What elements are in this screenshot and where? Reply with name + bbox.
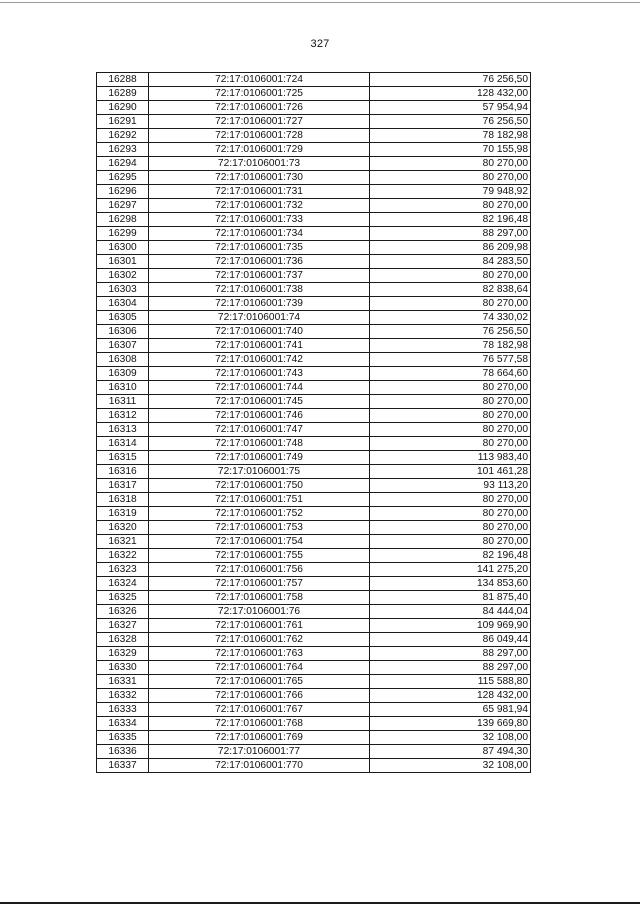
value-cell: 80 270,00 xyxy=(370,395,531,409)
row-number-cell: 16319 xyxy=(97,507,149,521)
table-row xyxy=(97,465,531,479)
cadastral-number-cell: 72:17:0106001:736 xyxy=(149,255,370,269)
table-row xyxy=(97,759,531,773)
cadastral-number-cell: 72:17:0106001:726 xyxy=(149,101,370,115)
row-number-cell: 16329 xyxy=(97,647,149,661)
row-number-cell: 16322 xyxy=(97,549,149,563)
row-number-cell: 16307 xyxy=(97,339,149,353)
value-cell: 134 853,60 xyxy=(370,577,531,591)
cadastral-number-cell: 72:17:0106001:738 xyxy=(149,283,370,297)
table-row xyxy=(97,521,531,535)
table-row xyxy=(97,199,531,213)
value-cell: 80 270,00 xyxy=(370,297,531,311)
table-row xyxy=(97,605,531,619)
value-cell: 70 155,98 xyxy=(370,143,531,157)
cadastral-number-cell: 72:17:0106001:74 xyxy=(149,311,370,325)
value-cell: 57 954,94 xyxy=(370,101,531,115)
page-number: 327 xyxy=(310,38,330,50)
top-scan-rule xyxy=(0,2,640,3)
value-cell: 80 270,00 xyxy=(370,535,531,549)
value-cell: 78 664,60 xyxy=(370,367,531,381)
row-number-cell: 16306 xyxy=(97,325,149,339)
table-row xyxy=(97,619,531,633)
value-cell: 80 270,00 xyxy=(370,521,531,535)
row-number-cell: 16290 xyxy=(97,101,149,115)
value-cell: 84 283,50 xyxy=(370,255,531,269)
cadastral-number-cell: 72:17:0106001:740 xyxy=(149,325,370,339)
table-row xyxy=(97,227,531,241)
value-cell: 128 432,00 xyxy=(370,689,531,703)
cadastral-number-cell: 72:17:0106001:762 xyxy=(149,633,370,647)
table-row xyxy=(97,577,531,591)
row-number-cell: 16297 xyxy=(97,199,149,213)
row-number-cell: 16314 xyxy=(97,437,149,451)
value-cell: 80 270,00 xyxy=(370,437,531,451)
cadastral-number-cell: 72:17:0106001:744 xyxy=(149,381,370,395)
value-cell: 139 669,80 xyxy=(370,717,531,731)
value-cell: 80 270,00 xyxy=(370,507,531,521)
cadastral-number-cell: 72:17:0106001:757 xyxy=(149,577,370,591)
table-row xyxy=(97,325,531,339)
row-number-cell: 16327 xyxy=(97,619,149,633)
value-cell: 88 297,00 xyxy=(370,661,531,675)
value-cell: 80 270,00 xyxy=(370,171,531,185)
value-cell: 32 108,00 xyxy=(370,731,531,745)
cadastral-number-cell: 72:17:0106001:766 xyxy=(149,689,370,703)
row-number-cell: 16299 xyxy=(97,227,149,241)
value-cell: 88 297,00 xyxy=(370,227,531,241)
table-row xyxy=(97,689,531,703)
cadastral-number-cell: 72:17:0106001:729 xyxy=(149,143,370,157)
row-number-cell: 16325 xyxy=(97,591,149,605)
table-row xyxy=(97,423,531,437)
row-number-cell: 16323 xyxy=(97,563,149,577)
row-number-cell: 16332 xyxy=(97,689,149,703)
row-number-cell: 16317 xyxy=(97,479,149,493)
table-row xyxy=(97,283,531,297)
table-row xyxy=(97,269,531,283)
row-number-cell: 16320 xyxy=(97,521,149,535)
row-number-cell: 16298 xyxy=(97,213,149,227)
table-row xyxy=(97,493,531,507)
value-cell: 82 196,48 xyxy=(370,213,531,227)
table-row xyxy=(97,437,531,451)
value-cell: 113 983,40 xyxy=(370,451,531,465)
value-cell: 80 270,00 xyxy=(370,157,531,171)
row-number-cell: 16335 xyxy=(97,731,149,745)
table-row xyxy=(97,395,531,409)
table-row xyxy=(97,339,531,353)
cadastral-number-cell: 72:17:0106001:749 xyxy=(149,451,370,465)
row-number-cell: 16304 xyxy=(97,297,149,311)
row-number-cell: 16309 xyxy=(97,367,149,381)
table-row xyxy=(97,549,531,563)
cadastral-number-cell: 72:17:0106001:734 xyxy=(149,227,370,241)
value-cell: 86 209,98 xyxy=(370,241,531,255)
row-number-cell: 16330 xyxy=(97,661,149,675)
cadastral-number-cell: 72:17:0106001:76 xyxy=(149,605,370,619)
cadastral-value-table xyxy=(96,72,531,773)
cadastral-number-cell: 72:17:0106001:743 xyxy=(149,367,370,381)
cadastral-number-cell: 72:17:0106001:751 xyxy=(149,493,370,507)
table-row xyxy=(97,591,531,605)
row-number-cell: 16295 xyxy=(97,171,149,185)
row-number-cell: 16302 xyxy=(97,269,149,283)
table-row xyxy=(97,87,531,101)
table-row xyxy=(97,633,531,647)
table-row xyxy=(97,731,531,745)
value-cell: 78 182,98 xyxy=(370,129,531,143)
value-cell: 115 588,80 xyxy=(370,675,531,689)
cadastral-number-cell: 72:17:0106001:754 xyxy=(149,535,370,549)
value-cell: 81 875,40 xyxy=(370,591,531,605)
cadastral-number-cell: 72:17:0106001:739 xyxy=(149,297,370,311)
cadastral-number-cell: 72:17:0106001:750 xyxy=(149,479,370,493)
value-cell: 109 969,90 xyxy=(370,619,531,633)
cadastral-number-cell: 72:17:0106001:767 xyxy=(149,703,370,717)
cadastral-number-cell: 72:17:0106001:741 xyxy=(149,339,370,353)
cadastral-number-cell: 72:17:0106001:765 xyxy=(149,675,370,689)
cadastral-number-cell: 72:17:0106001:769 xyxy=(149,731,370,745)
row-number-cell: 16318 xyxy=(97,493,149,507)
row-number-cell: 16303 xyxy=(97,283,149,297)
cadastral-number-cell: 72:17:0106001:753 xyxy=(149,521,370,535)
table-row xyxy=(97,171,531,185)
row-number-cell: 16334 xyxy=(97,717,149,731)
value-cell: 101 461,28 xyxy=(370,465,531,479)
row-number-cell: 16291 xyxy=(97,115,149,129)
cadastral-number-cell: 72:17:0106001:746 xyxy=(149,409,370,423)
value-cell: 78 182,98 xyxy=(370,339,531,353)
table-row xyxy=(97,661,531,675)
row-number-cell: 16321 xyxy=(97,535,149,549)
table-row xyxy=(97,115,531,129)
bottom-scan-rule xyxy=(0,902,640,904)
row-number-cell: 16326 xyxy=(97,605,149,619)
table-row xyxy=(97,381,531,395)
value-cell: 93 113,20 xyxy=(370,479,531,493)
row-number-cell: 16324 xyxy=(97,577,149,591)
table-row xyxy=(97,297,531,311)
value-cell: 80 270,00 xyxy=(370,409,531,423)
value-cell: 74 330,02 xyxy=(370,311,531,325)
cadastral-number-cell: 72:17:0106001:77 xyxy=(149,745,370,759)
row-number-cell: 16289 xyxy=(97,87,149,101)
cadastral-number-cell: 72:17:0106001:758 xyxy=(149,591,370,605)
row-number-cell: 16312 xyxy=(97,409,149,423)
value-cell: 32 108,00 xyxy=(370,759,531,773)
value-cell: 88 297,00 xyxy=(370,647,531,661)
table-row xyxy=(97,675,531,689)
row-number-cell: 16292 xyxy=(97,129,149,143)
row-number-cell: 16337 xyxy=(97,759,149,773)
cadastral-number-cell: 72:17:0106001:748 xyxy=(149,437,370,451)
row-number-cell: 16301 xyxy=(97,255,149,269)
value-cell: 80 270,00 xyxy=(370,381,531,395)
value-cell: 80 270,00 xyxy=(370,423,531,437)
value-cell: 128 432,00 xyxy=(370,87,531,101)
table-row xyxy=(97,451,531,465)
table-body xyxy=(97,73,531,773)
cadastral-number-cell: 72:17:0106001:735 xyxy=(149,241,370,255)
row-number-cell: 16300 xyxy=(97,241,149,255)
cadastral-number-cell: 72:17:0106001:733 xyxy=(149,213,370,227)
cadastral-number-cell: 72:17:0106001:725 xyxy=(149,87,370,101)
table-row xyxy=(97,73,531,87)
row-number-cell: 16296 xyxy=(97,185,149,199)
cadastral-number-cell: 72:17:0106001:742 xyxy=(149,353,370,367)
value-cell: 80 270,00 xyxy=(370,269,531,283)
table-row xyxy=(97,241,531,255)
cadastral-number-cell: 72:17:0106001:745 xyxy=(149,395,370,409)
table-row xyxy=(97,157,531,171)
cadastral-number-cell: 72:17:0106001:764 xyxy=(149,661,370,675)
value-cell: 82 196,48 xyxy=(370,549,531,563)
value-cell: 79 948,92 xyxy=(370,185,531,199)
cadastral-number-cell: 72:17:0106001:730 xyxy=(149,171,370,185)
row-number-cell: 16313 xyxy=(97,423,149,437)
row-number-cell: 16331 xyxy=(97,675,149,689)
table-row xyxy=(97,535,531,549)
row-number-cell: 16305 xyxy=(97,311,149,325)
table-row xyxy=(97,703,531,717)
table-row xyxy=(97,129,531,143)
cadastral-number-cell: 72:17:0106001:770 xyxy=(149,759,370,773)
row-number-cell: 16308 xyxy=(97,353,149,367)
row-number-cell: 16294 xyxy=(97,157,149,171)
table-row xyxy=(97,717,531,731)
table-row xyxy=(97,353,531,367)
row-number-cell: 16315 xyxy=(97,451,149,465)
cadastral-number-cell: 72:17:0106001:724 xyxy=(149,73,370,87)
value-cell: 82 838,64 xyxy=(370,283,531,297)
table-row xyxy=(97,563,531,577)
value-cell: 80 270,00 xyxy=(370,493,531,507)
table-row xyxy=(97,255,531,269)
value-cell: 76 256,50 xyxy=(370,325,531,339)
cadastral-number-cell: 72:17:0106001:727 xyxy=(149,115,370,129)
cadastral-number-cell: 72:17:0106001:755 xyxy=(149,549,370,563)
cadastral-number-cell: 72:17:0106001:73 xyxy=(149,157,370,171)
table-row xyxy=(97,143,531,157)
table-row xyxy=(97,479,531,493)
table-row xyxy=(97,311,531,325)
cadastral-number-cell: 72:17:0106001:768 xyxy=(149,717,370,731)
row-number-cell: 16311 xyxy=(97,395,149,409)
row-number-cell: 16336 xyxy=(97,745,149,759)
row-number-cell: 16333 xyxy=(97,703,149,717)
cadastral-number-cell: 72:17:0106001:737 xyxy=(149,269,370,283)
cadastral-number-cell: 72:17:0106001:761 xyxy=(149,619,370,633)
value-cell: 84 444,04 xyxy=(370,605,531,619)
table-row xyxy=(97,101,531,115)
table-row xyxy=(97,367,531,381)
row-number-cell: 16316 xyxy=(97,465,149,479)
cadastral-number-cell: 72:17:0106001:756 xyxy=(149,563,370,577)
value-cell: 86 049,44 xyxy=(370,633,531,647)
table-row xyxy=(97,507,531,521)
table-row xyxy=(97,647,531,661)
table-row xyxy=(97,213,531,227)
value-cell: 76 256,50 xyxy=(370,115,531,129)
cadastral-number-cell: 72:17:0106001:732 xyxy=(149,199,370,213)
cadastral-number-cell: 72:17:0106001:747 xyxy=(149,423,370,437)
value-cell: 80 270,00 xyxy=(370,199,531,213)
cadastral-number-cell: 72:17:0106001:75 xyxy=(149,465,370,479)
row-number-cell: 16310 xyxy=(97,381,149,395)
table-row xyxy=(97,745,531,759)
value-cell: 141 275,20 xyxy=(370,563,531,577)
value-cell: 87 494,30 xyxy=(370,745,531,759)
cadastral-number-cell: 72:17:0106001:731 xyxy=(149,185,370,199)
cadastral-number-cell: 72:17:0106001:763 xyxy=(149,647,370,661)
cadastral-number-cell: 72:17:0106001:752 xyxy=(149,507,370,521)
value-cell: 76 577,58 xyxy=(370,353,531,367)
row-number-cell: 16328 xyxy=(97,633,149,647)
cadastral-number-cell: 72:17:0106001:728 xyxy=(149,129,370,143)
table-row xyxy=(97,409,531,423)
row-number-cell: 16293 xyxy=(97,143,149,157)
row-number-cell: 16288 xyxy=(97,73,149,87)
table-row xyxy=(97,185,531,199)
value-cell: 76 256,50 xyxy=(370,73,531,87)
value-cell: 65 981,94 xyxy=(370,703,531,717)
